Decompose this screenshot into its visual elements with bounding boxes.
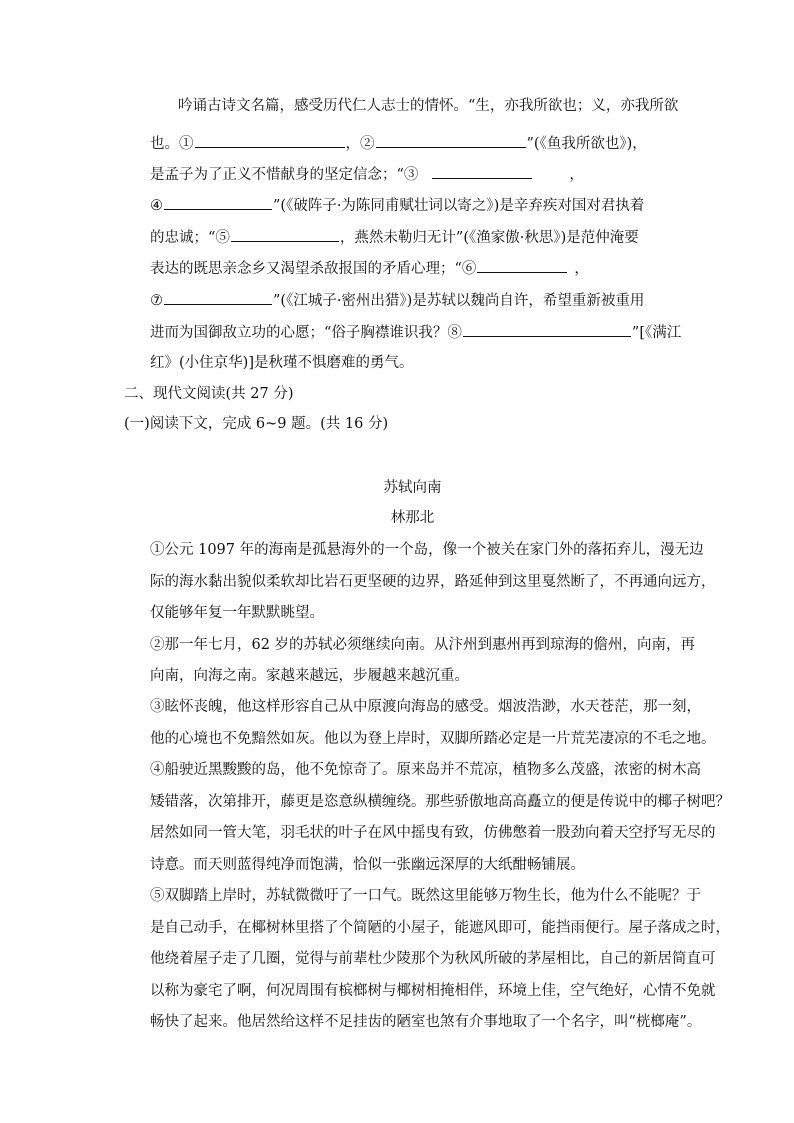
- poem-line-6: 表达的既思亲念乡又渴望杀敌报国的矛盾心理；“⑥ ，: [150, 258, 675, 279]
- article-line: 是自己动手，在椰树林里搭了个简陋的小屋子，能遮风即可，能挡雨便行。屋子落成之时，: [150, 920, 730, 936]
- article-author: 林那北: [390, 510, 435, 526]
- answer-blank-4[interactable]: [164, 195, 272, 210]
- answer-blank-5[interactable]: [231, 227, 339, 242]
- article-line: 仅能够年复一年默默眺望。: [150, 605, 324, 621]
- article-line: 向南，向海之南。家越来越远，步履越来越沉重。: [150, 668, 469, 684]
- article-line: 诗意。而天则蓝得纯净而饱满，恰似一张幽远深厚的大纸酣畅铺展。: [150, 857, 585, 873]
- article-line: 以称为豪宅了啊，何况周围有槟榔树与椰树相掩相伴，环境上佳，空气绝好，心情不免就: [150, 983, 716, 999]
- article-line: ①公元 1097 年的海南是孤悬海外的一个岛，像一个被关在家门外的落拓弃儿，漫无边: [150, 542, 704, 558]
- answer-blank-6[interactable]: [477, 258, 567, 273]
- article-line: ③眩怀丧魄，他这样形容自己从中原渡向海岛的感受。烟波浩渺，水天苍茫，那一刻，: [150, 699, 701, 715]
- subsection-title: (一)阅读下文，完成 6~9 题。(共 16 分): [124, 416, 389, 432]
- poem-line-2: 也。① ，② ”(《鱼我所欲也》)，: [150, 133, 675, 154]
- article-line: 他的心境也不免黯然如灰。他以为登上岸时，双脚所踏必定是一片荒芜凄凉的不毛之地。: [150, 731, 716, 747]
- poem-line-1: 吟诵古诗文名篇，感受历代仁人志士的情怀。“生，亦我所欲也；义，亦我所欲: [178, 98, 679, 114]
- poem-line-3: 是孟子为了正义不惜献身的坚定信念；“③ ，: [150, 164, 675, 185]
- article-line: 际的海水黏出貌似柔软却比岩石更坚硬的边界，路延伸到这里戛然断了，不再通向远方，: [150, 574, 716, 590]
- article-title: 苏轼向南: [383, 480, 442, 496]
- poem-line-4: ④ ”(《破阵子·为陈同甫赋壮词以寄之》)是辛弃疾对国对君执着: [150, 195, 675, 216]
- article-line: 矮错落，次第排开，藤更是恣意纵横缠绕。那些骄傲地高高矗立的便是传说中的椰子树吧？: [150, 794, 730, 810]
- answer-blank-8[interactable]: [463, 322, 631, 337]
- article-line: ②那一年七月，62 岁的苏轼必须继续向南。从汴州到惠州再到琼海的儋州，向南，再: [150, 637, 696, 653]
- answer-blank-3[interactable]: [432, 164, 532, 179]
- poem-line-7: ⑦ ”(《江城子·密州出猎》)是苏轼以魏尚自许，希望重新被重用: [150, 290, 675, 311]
- article-line: ④船驶近黑黢黢的岛，他不免惊奇了。原来岛并不荒凉，植物多么茂盛，浓密的树木高: [150, 762, 701, 778]
- answer-blank-1[interactable]: [195, 133, 345, 148]
- article-line: 他绕着屋子走了几圈，觉得与前辈杜少陵那个为秋风所破的茅屋相比，自己的新居简直可: [150, 951, 716, 967]
- poem-line-5: 的忠诚；“⑤ ，燕然未勒归无计”(《渔家傲·秋思》)是范仲淹要: [150, 227, 675, 248]
- poem-line-8: 进而为国御敌立功的心愿；“俗子胸襟谁识我？⑧ ”[《满江: [150, 322, 675, 343]
- section-title: 二、现代文阅读(共 27 分): [124, 386, 294, 402]
- article-line: 畅快了起来。他居然给这样不足挂齿的陋室也煞有介事地取了一个名字，叫“桄榔庵”。: [150, 1014, 702, 1030]
- poem-line-9: 红》(小住京华)]是秋瑾不惧磨难的勇气。: [150, 355, 414, 371]
- article-line: 居然如同一管大笔，羽毛状的叶子在风中摇曳有致，仿佛憋着一股劲向着天空抒写无尽的: [150, 825, 716, 841]
- answer-blank-7[interactable]: [164, 290, 272, 305]
- article-line: ⑤双脚踏上岸时，苏轼微微吁了一口气。既然这里能够万物生长，他为什么不能呢？于: [150, 888, 701, 904]
- answer-blank-2[interactable]: [376, 133, 526, 148]
